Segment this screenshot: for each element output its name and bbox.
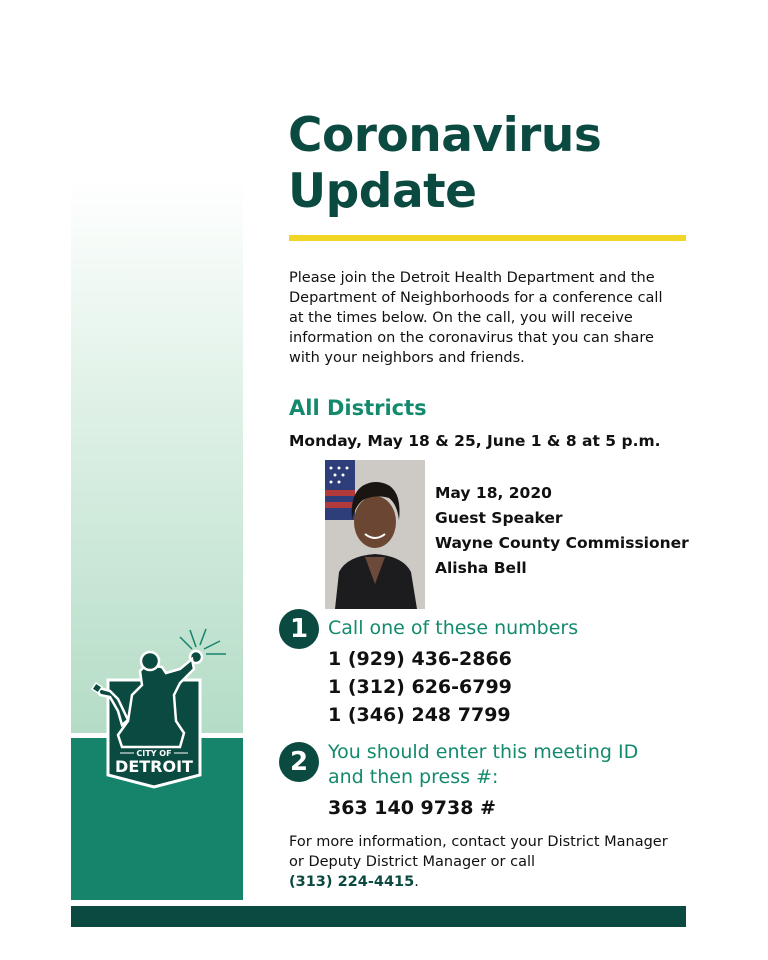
speaker-title: Wayne County Commissioner <box>435 534 689 552</box>
bottom-footer-bar <box>71 906 686 927</box>
contact-suffix: . <box>414 874 419 890</box>
speaker-date: May 18, 2020 <box>435 484 552 502</box>
speaker-role: Guest Speaker <box>435 509 563 527</box>
speaker-name: Alisha Bell <box>435 559 527 577</box>
call-schedule: Monday, May 18 & 25, June 1 & 8 at 5 p.m. <box>289 432 661 450</box>
city-of-detroit-logo <box>88 625 228 790</box>
page-title <box>288 108 601 220</box>
title-underline-rule <box>289 235 686 241</box>
logo-detroit-text: DETROIT <box>115 757 193 776</box>
phone-number: 1 (312) 626-6799 <box>328 676 512 698</box>
intro-paragraph: Please join the Detroit Health Department and the Department of Neighborhoods for a conference call at the times below. On the call, you will receive information on the coronavirus that you can share with your neighbors and friends. <box>289 270 663 366</box>
sun-rays-icon <box>180 629 226 654</box>
phone-number-list <box>328 645 512 729</box>
title-line-1: Coronavirus <box>288 108 602 163</box>
speaker-photo <box>325 460 425 609</box>
speaker-info <box>435 481 689 581</box>
meeting-id: 363 140 9738 # <box>328 797 496 819</box>
step-2-badge: 2 <box>279 742 319 782</box>
step-1-badge: 1 <box>279 609 319 649</box>
contact-text: For more information, contact your District Manager or Deputy District Manager or call <box>289 834 668 870</box>
phone-number: 1 (929) 436-2866 <box>328 648 512 670</box>
step-2-instruction: You should enter this meeting ID and then press #: <box>328 741 639 788</box>
contact-info <box>289 832 669 892</box>
contact-phone: (313) 224-4415 <box>289 874 415 890</box>
step-1-instruction: Call one of these numbers <box>328 617 579 639</box>
logo-city-of-text: CITY OF <box>136 749 172 758</box>
speaker-portrait-image <box>325 460 425 609</box>
title-line-2: Update <box>288 164 477 219</box>
phone-number: 1 (346) 248 7799 <box>328 704 511 726</box>
districts-heading: All Districts <box>289 396 427 420</box>
